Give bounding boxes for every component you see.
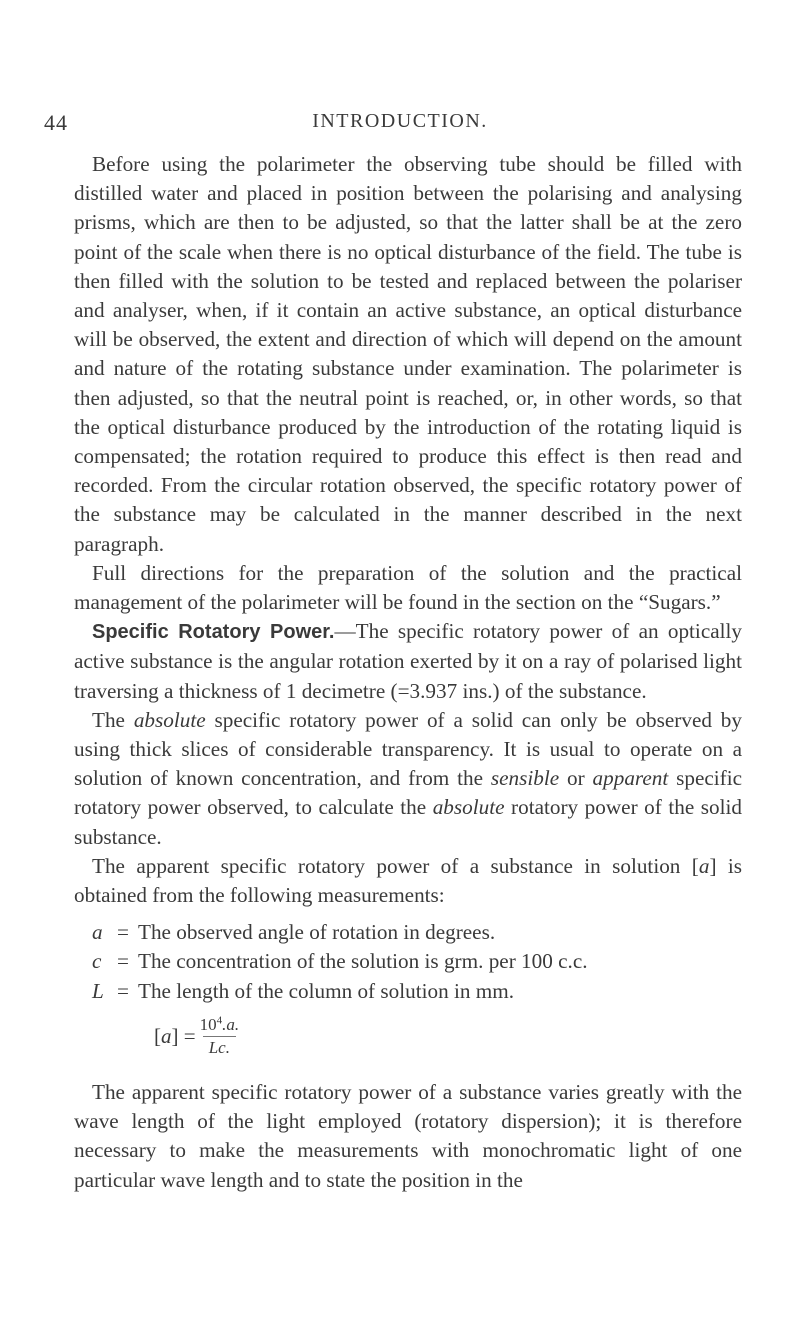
definition-text: The concentration of the solution is grm. per 100 c.c.	[138, 949, 588, 974]
definition-text: The observed angle of rotation in degrees.	[138, 920, 496, 945]
definition-text: The length of the column of solution in mm.	[138, 978, 515, 1003]
formula-numerator	[198, 1014, 242, 1036]
equals-sign: =	[117, 949, 129, 974]
paragraph-rotatory-dispersion: The apparent specific rotatory power of a substance varies greatly with the wave length of the light employed (rotatory dispersion); it is therefore necessary to make the measurements with monochromatic light of one particular wave length and to state the position in the	[74, 1079, 742, 1192]
definition-symbol: L	[92, 978, 104, 1003]
numerator-symbol: .a.	[222, 1015, 240, 1035]
text-run: specific rotatory power observed, to calculate the	[74, 766, 742, 820]
bracket: [	[154, 1024, 161, 1049]
text-run: ] is obtained from the following measurements:	[74, 853, 743, 908]
definition-item	[92, 947, 742, 976]
text-run: rotatory power of the solid substance.	[74, 795, 742, 849]
numerator-exponent: 4	[216, 1014, 223, 1027]
definition-item	[92, 918, 742, 947]
math-symbol: a	[698, 853, 710, 878]
equals-sign: =	[117, 978, 129, 1003]
definition-item	[92, 977, 742, 1006]
paragraph-absolute-power	[74, 706, 742, 852]
italic-term: absolute	[133, 707, 206, 732]
text-run: specific rotatory power of a solid can only be observed by using thick slices of considerable transparency. It is usual to operate on a solution of known concentration, and from the	[74, 707, 742, 791]
formula-fraction	[198, 1014, 242, 1059]
specific-rotation-formula	[154, 1008, 742, 1066]
definition-symbol: a	[92, 920, 103, 945]
definition-symbol: c	[92, 949, 102, 974]
paragraph-apparent-power	[74, 852, 742, 910]
bracket-equals: ] =	[171, 1024, 196, 1049]
italic-term: absolute	[432, 795, 505, 820]
paragraph-polarimeter-procedure: Before using the polarimeter the observing tube should be filled with distilled water and placed in position between the polarising and analysing prisms, which are then to be adjusted, so that the latter shall be at the zero point of the scale when there is no optical disturbance of the field. The tube is then filled with the solution to be tested and replaced between the polariser and analyser, when, if it contain an active substance, an optical disturbance will be observed, the extent and direction of which will depend on the amount and nature of the rotating substance under examination. The polarimeter is then adjusted, so that the neutral point is reached, or, in other words, so that the optical disturbance produced by the introduction of the rotating liquid is compensated; the rotation required to produce this effect is then read and recorded. From the circular rotation observed, the specific rotatory power of the substance may be calculated in the manner described in the next paragraph.	[74, 152, 742, 556]
italic-term: apparent	[592, 766, 669, 791]
page-number: 44	[44, 110, 68, 135]
formula-lhs	[154, 1022, 196, 1051]
text-run: The apparent specific rotatory power of a substance in solution [	[92, 853, 699, 878]
paragraph-full-directions: Full directions for the preparation of the solution and the practical management of the polarimeter will be found in the section on the “Sugars.”	[74, 560, 742, 615]
body-text	[74, 150, 742, 1195]
formula-denominator: Lc.	[203, 1036, 236, 1059]
section-heading: Specific Rotatory Power.	[92, 621, 335, 644]
section-heading-text: —The specific rotatory power of an optically active substance is the angular rotation exerted by it on a ray of polarised light traversing a thickness of 1 decimetre (=3.937 ins.) of the substance.	[74, 619, 742, 703]
math-symbol: a	[161, 1024, 172, 1049]
running-title: INTRODUCTION.	[312, 110, 488, 132]
text-run: or	[559, 766, 593, 791]
definitions-list	[92, 918, 742, 1006]
italic-term: sensible	[490, 766, 560, 791]
paragraph-specific-rotatory-power	[74, 617, 742, 706]
text-run: The	[92, 707, 134, 732]
numerator-base: 10	[199, 1015, 217, 1035]
equals-sign: =	[117, 920, 129, 945]
